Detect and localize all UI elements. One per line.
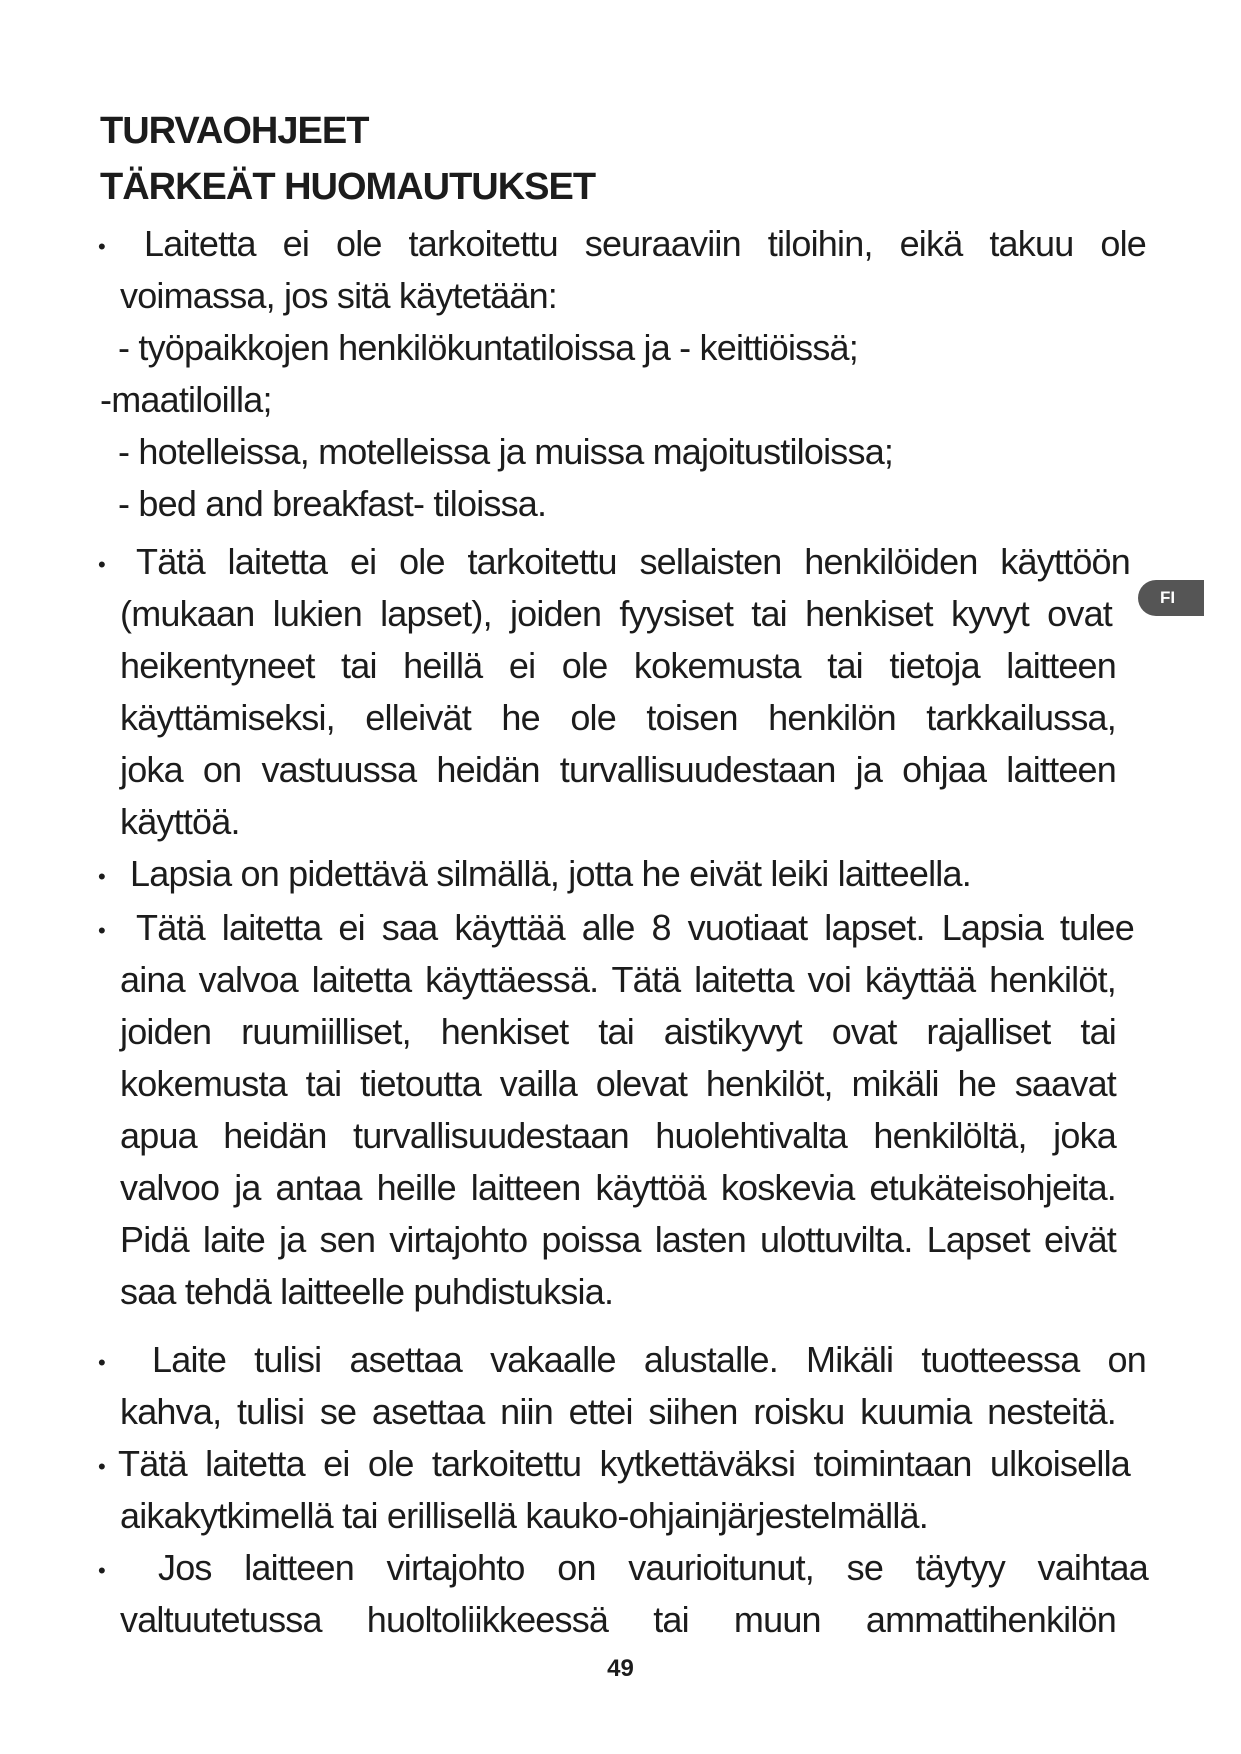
bullet-marker: • <box>98 552 106 577</box>
paragraph-line: Jos laitteen virtajohto on vaurioitunut, se täytyy vaihtaa <box>158 1547 1148 1588</box>
list-sub-item: - hotelleissa, motelleissa ja muissa majoitustiloissa; <box>118 431 894 472</box>
paragraph-line: voimassa, jos sitä käytetään: <box>120 275 558 316</box>
paragraph-line: Pidä laite ja sen virtajohto poissa lasten ulottuvilta. Lapset eivät <box>120 1219 1116 1260</box>
paragraph-line: aina valvoa laitetta käyttäessä. Tätä laitetta voi käyttää henkilöt, <box>120 959 1116 1000</box>
list-sub-item: - työpaikkojen henkilökuntatiloissa ja - keittiöissä; <box>118 327 858 368</box>
bullet-marker: • <box>98 864 106 889</box>
language-tab: FI <box>1138 580 1204 616</box>
paragraph-line: heikentyneet tai heillä ei ole kokemusta tai tietoja laitteen <box>120 645 1116 686</box>
paragraph-line: Lapsia on pidettävä silmällä, jotta he eivät leiki laitteella. <box>130 853 971 894</box>
page-number: 49 <box>607 1655 634 1682</box>
paragraph-line: valvoo ja antaa heille laitteen käyttöä koskevia etukäteisohjeita. <box>120 1167 1116 1208</box>
paragraph-line: saa tehdä laitteelle puhdistuksia. <box>120 1271 614 1312</box>
paragraph-line: kokemusta tai tietoutta vailla olevat henkilöt, mikäli he saavat <box>120 1063 1116 1104</box>
bullet-marker: • <box>98 1350 106 1375</box>
paragraph-line: joiden ruumiilliset, henkiset tai aistikyvyt ovat rajalliset tai <box>120 1011 1116 1052</box>
paragraph-line: kahva, tulisi se asettaa niin ettei siihen roisku kuumia nesteitä. <box>120 1391 1116 1432</box>
bullet-marker: • <box>98 234 106 259</box>
paragraph-line: apua heidän turvallisuudestaan huolehtivalta henkilöltä, joka <box>120 1115 1116 1156</box>
bullet-marker: • <box>98 1454 106 1479</box>
paragraph-line: aikakytkimellä tai erillisellä kauko-ohjainjärjestelmällä. <box>120 1495 928 1536</box>
paragraph-line: Tätä laitetta ei ole tarkoitettu sellaisten henkilöiden käyttöön <box>136 541 1130 582</box>
paragraph-line: joka on vastuussa heidän turvallisuudestaan ja ohjaa laitteen <box>120 749 1116 790</box>
paragraph-line: valtuutetussa huoltoliikkeessä tai muun ammattihenkilön <box>120 1599 1116 1640</box>
list-sub-item: - bed and breakfast- tiloissa. <box>118 483 547 524</box>
bullet-marker: • <box>98 918 106 943</box>
list-sub-item: -maatiloilla; <box>100 379 272 420</box>
paragraph-line: Tätä laitetta ei ole tarkoitettu kytkettäväksi toimintaan ulkoisella <box>118 1443 1130 1484</box>
paragraph-line: Tätä laitetta ei saa käyttää alle 8 vuotiaat lapset. Lapsia tulee <box>136 907 1134 948</box>
section-subtitle: TÄRKEÄT HUOMAUTUKSET <box>100 166 596 208</box>
paragraph-line: (mukaan lukien lapset), joiden fyysiset tai henkiset kyvyt ovat <box>120 593 1112 634</box>
section-title: TURVAOHJEET <box>100 110 369 152</box>
paragraph-line: käyttöä. <box>120 801 240 842</box>
paragraph-line: käyttämiseksi, elleivät he ole toisen henkilön tarkkailussa, <box>120 697 1116 738</box>
bullet-marker: • <box>98 1558 106 1583</box>
paragraph-line: Laitetta ei ole tarkoitettu seuraaviin tiloihin, eikä takuu ole <box>144 223 1146 264</box>
paragraph-line: Laite tulisi asettaa vakaalle alustalle. Mikäli tuotteessa on <box>152 1339 1146 1380</box>
